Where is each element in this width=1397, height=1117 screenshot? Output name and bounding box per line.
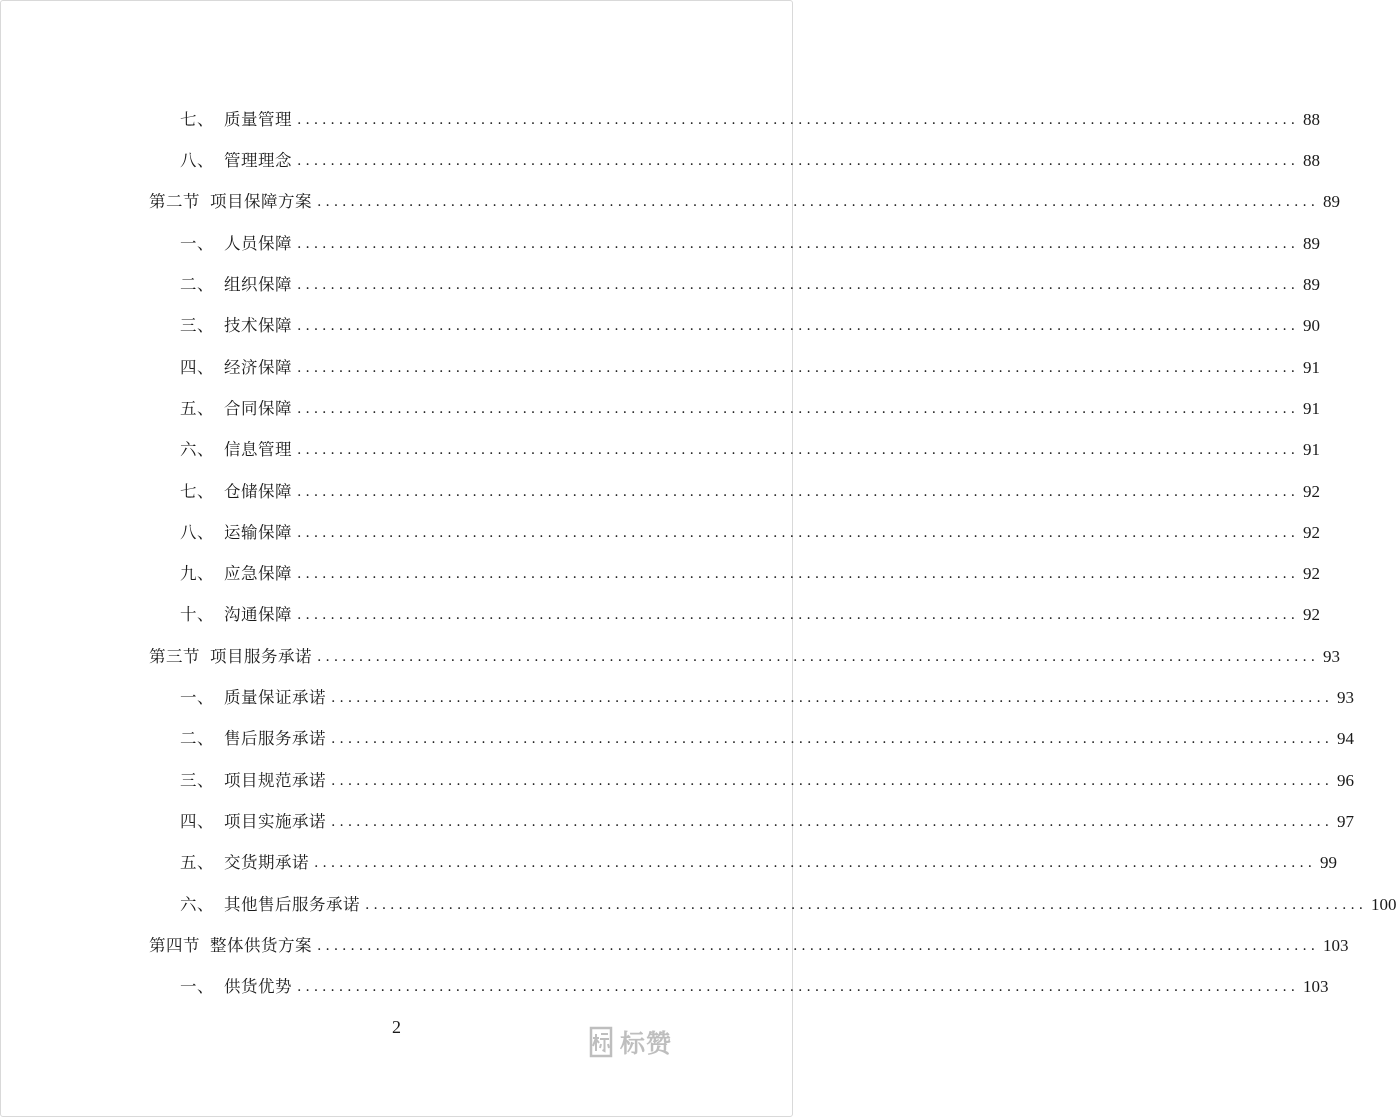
toc-entry-number: 五、 [180, 853, 214, 873]
toc-entry-line [180, 275, 1321, 295]
toc-entry-title: 组织保障 [224, 275, 292, 295]
toc-entry-line [180, 688, 1355, 708]
toc-entry-label [180, 522, 292, 542]
toc-entry-number: 一、 [180, 977, 214, 997]
toc-subsection-entry[interactable] [0, 553, 1321, 594]
logo-icon [588, 1026, 614, 1058]
toc-dot-leader: ........................................................................................................................ [314, 855, 1317, 872]
toc-page-number: 88 [1303, 151, 1321, 171]
toc-entry-title: 质量保证承诺 [224, 688, 326, 708]
toc-page-number: 93 [1323, 646, 1341, 666]
toc-page-number: 92 [1303, 481, 1321, 501]
toc-list [0, 99, 1397, 1008]
toc-dot-leader: ........................................................................................................................ [297, 566, 1300, 583]
toc-entry-title: 运输保障 [224, 522, 292, 542]
toc-entry-label [180, 357, 292, 377]
toc-entry-title: 项目实施承诺 [224, 811, 326, 831]
toc-section-entry[interactable] [0, 182, 1341, 223]
toc-entry-line [149, 192, 1341, 212]
toc-entry-number: 六、 [180, 440, 214, 460]
toc-dot-leader: ........................................................................................................................ [297, 607, 1300, 624]
toc-dot-leader: ........................................................................................................................ [331, 813, 1334, 830]
toc-entry-title: 技术保障 [224, 316, 292, 336]
toc-dot-leader: ........................................................................................................................ [297, 400, 1300, 417]
toc-subsection-entry[interactable] [0, 512, 1321, 553]
toc-page-number: 89 [1303, 275, 1321, 295]
toc-entry-number: 七、 [180, 481, 214, 501]
toc-subsection-entry[interactable] [0, 884, 1397, 925]
toc-entry-label [180, 731, 326, 748]
toc-entry-label [180, 770, 326, 790]
toc-subsection-entry[interactable] [0, 223, 1321, 264]
toc-dot-leader: ........................................................................................................................ [365, 896, 1368, 913]
toc-entry-number: 六、 [180, 894, 214, 914]
toc-entry-label [149, 935, 312, 955]
toc-entry-line [180, 233, 1321, 253]
toc-subsection-entry[interactable] [0, 677, 1355, 718]
toc-entry-number: 第二节 [149, 192, 200, 212]
toc-dot-leader: ........................................................................................................................ [297, 235, 1300, 252]
toc-subsection-entry[interactable] [0, 429, 1321, 470]
toc-subsection-entry[interactable] [0, 842, 1338, 883]
toc-section-entry[interactable] [0, 636, 1341, 677]
toc-page-number: 89 [1303, 233, 1321, 253]
toc-page-number: 103 [1323, 935, 1349, 955]
toc-dot-leader: ........................................................................................................................ [317, 937, 1320, 954]
toc-page-number: 94 [1337, 729, 1355, 749]
toc-entry-label [180, 811, 326, 831]
toc-subsection-entry[interactable] [0, 760, 1355, 801]
toc-entry-line [180, 853, 1338, 873]
toc-page-number: 93 [1337, 688, 1355, 708]
toc-dot-leader: ........................................................................................................................ [317, 194, 1320, 211]
toc-entry-line [180, 977, 1329, 997]
toc-entry-number: 第四节 [149, 935, 200, 955]
toc-entry-label [180, 233, 292, 253]
toc-dot-leader: ........................................................................................................................ [297, 359, 1300, 376]
toc-entry-line [180, 770, 1355, 790]
toc-entry-title: 售后服务承诺 [224, 729, 326, 749]
toc-subsection-entry[interactable] [0, 140, 1321, 181]
toc-entry-line [180, 894, 1397, 914]
table-of-contents [0, 99, 1397, 1008]
toc-subsection-entry[interactable] [0, 801, 1355, 842]
toc-dot-leader: ........................................................................................................................ [297, 153, 1300, 170]
toc-entry-line [149, 646, 1341, 666]
toc-dot-leader: ........................................................................................................................ [297, 483, 1300, 500]
toc-entry-line [180, 151, 1321, 171]
toc-entry-label [180, 153, 292, 170]
toc-entry-number: 一、 [180, 688, 214, 708]
toc-entry-title: 项目服务承诺 [210, 646, 312, 666]
toc-entry-title: 仓储保障 [224, 481, 292, 501]
toc-page-number: 103 [1303, 977, 1329, 997]
toc-entry-line [180, 357, 1321, 377]
toc-entry-label [149, 194, 312, 211]
toc-page-number: 91 [1303, 357, 1321, 377]
toc-entry-label [180, 442, 292, 459]
toc-entry-label [180, 855, 309, 872]
watermark-text: 标赞 [620, 1029, 673, 1058]
toc-entry-number: 三、 [180, 316, 214, 336]
toc-subsection-entry[interactable] [0, 264, 1321, 305]
toc-subsection-entry[interactable] [0, 388, 1321, 429]
toc-page-number: 88 [1303, 109, 1321, 129]
toc-page-number: 100 [1371, 894, 1397, 914]
toc-entry-label [180, 277, 292, 294]
toc-section-entry[interactable] [0, 925, 1349, 966]
toc-dot-leader: ........................................................................................................................ [331, 772, 1334, 789]
toc-entry-label [180, 690, 326, 707]
toc-entry-label [180, 398, 292, 418]
toc-entry-line [180, 481, 1321, 501]
toc-subsection-entry[interactable] [0, 305, 1321, 346]
toc-dot-leader: ........................................................................................................................ [331, 690, 1334, 707]
toc-entry-line [180, 398, 1321, 418]
toc-page-number: 91 [1303, 440, 1321, 460]
toc-subsection-entry[interactable] [0, 966, 1329, 1007]
toc-entry-title: 项目规范承诺 [224, 770, 326, 790]
toc-entry-number: 一、 [180, 233, 214, 253]
toc-dot-leader: ........................................................................................................................ [297, 979, 1300, 996]
toc-entry-title: 人员保障 [224, 233, 292, 253]
toc-subsection-entry[interactable] [0, 471, 1321, 512]
toc-page-number: 96 [1337, 770, 1355, 790]
toc-page-number: 89 [1323, 192, 1341, 212]
toc-entry-title: 整体供货方案 [210, 935, 312, 955]
toc-subsection-entry[interactable] [0, 718, 1355, 759]
toc-entry-line [180, 109, 1321, 129]
toc-entry-number: 七、 [180, 109, 214, 129]
toc-entry-title: 经济保障 [224, 357, 292, 377]
toc-entry-number: 九、 [180, 564, 214, 584]
toc-entry-label [149, 646, 312, 666]
toc-entry-number: 第三节 [149, 646, 200, 666]
toc-entry-title: 项目保障方案 [210, 192, 312, 212]
toc-page-number: 92 [1303, 522, 1321, 542]
toc-page-number: 97 [1337, 811, 1355, 831]
toc-entry-title: 质量管理 [224, 109, 292, 129]
toc-entry-title: 沟通保障 [224, 605, 292, 625]
toc-entry-label [180, 894, 360, 914]
toc-page-number: 91 [1303, 398, 1321, 418]
toc-subsection-entry[interactable] [0, 595, 1321, 636]
toc-page-number: 99 [1320, 853, 1338, 873]
toc-entry-label [180, 607, 292, 624]
toc-entry-title: 合同保障 [224, 398, 292, 418]
watermark [588, 1024, 672, 1060]
toc-entry-label [180, 318, 292, 335]
toc-entry-number: 三、 [180, 770, 214, 790]
toc-entry-title: 交货期承诺 [224, 853, 309, 873]
toc-entry-title: 信息管理 [224, 440, 292, 460]
toc-entry-title: 管理理念 [224, 151, 292, 171]
toc-subsection-entry[interactable] [0, 347, 1321, 388]
toc-entry-title: 其他售后服务承诺 [224, 894, 360, 914]
toc-entry-label [180, 481, 292, 501]
toc-entry-line [180, 522, 1321, 542]
toc-entry-number: 二、 [180, 729, 214, 749]
toc-entry-label [180, 109, 292, 129]
toc-entry-line [180, 316, 1321, 336]
toc-dot-leader: ........................................................................................................................ [297, 277, 1300, 294]
toc-dot-leader: ........................................................................................................................ [297, 111, 1300, 128]
toc-entry-number: 八、 [180, 522, 214, 542]
toc-entry-number: 八、 [180, 151, 214, 171]
toc-entry-line [180, 729, 1355, 749]
toc-dot-leader: ........................................................................................................................ [297, 318, 1300, 335]
toc-entry-number: 二、 [180, 275, 214, 295]
toc-entry-number: 五、 [180, 398, 214, 418]
toc-dot-leader: ........................................................................................................................ [297, 442, 1300, 459]
toc-entry-label [180, 566, 292, 583]
toc-entry-number: 四、 [180, 357, 214, 377]
toc-page-number: 90 [1303, 316, 1321, 336]
toc-dot-leader: ........................................................................................................................ [331, 731, 1334, 748]
toc-entry-line [180, 564, 1321, 584]
toc-entry-title: 供货优势 [224, 977, 292, 997]
toc-dot-leader: ........................................................................................................................ [317, 648, 1320, 665]
toc-entry-line [180, 440, 1321, 460]
toc-page-number: 92 [1303, 605, 1321, 625]
toc-entry-number: 四、 [180, 811, 214, 831]
toc-entry-line [180, 811, 1355, 831]
toc-dot-leader: ........................................................................................................................ [297, 524, 1300, 541]
toc-entry-title: 应急保障 [224, 564, 292, 584]
toc-entry-line [149, 935, 1349, 955]
toc-entry-number: 十、 [180, 605, 214, 625]
toc-page-number: 92 [1303, 564, 1321, 584]
toc-entry-line [180, 605, 1321, 625]
toc-subsection-entry[interactable] [0, 99, 1321, 140]
page-number: 2 [392, 1017, 401, 1037]
toc-entry-label [180, 979, 292, 996]
